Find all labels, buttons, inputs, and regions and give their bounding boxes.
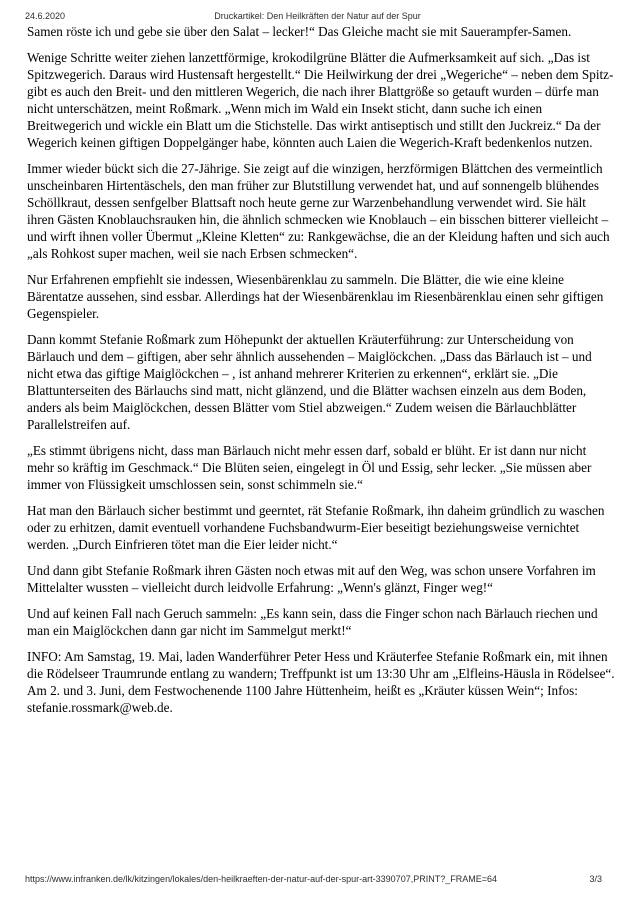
print-footer (25, 874, 602, 884)
print-header (25, 11, 610, 23)
article-paragraph: Samen röste ich und gebe sie über den Salat – lecker!“ Das Gleiche macht sie mit Sauerampfer-Samen. (27, 24, 572, 39)
article-paragraph: Dann kommt Stefanie Roßmark zum Höhepunkt der aktuellen Kräuterführung: zur Unterscheidung von Bärlauch und dem – giftigen, aber sehr ähnlich aussehenden – Maiglöckchen. „Dass das Bärlauch ist – und nicht etwa das giftige Maiglöckchen – , ist anhand mehrerer Kriterien zu erkennen“, erklärt sie. „Die Blattunterseiten des Bärlauchs sind matt, nicht glänzend, und die Blätter wachsen einzeln aus dem Boden, anders als beim Maiglöckchen, dessen Blätter vom Stiel abzweigen.“ Zudem weisen die Bärlauchblätter Parallelstreifen auf. (27, 332, 592, 432)
document-title: Druckartikel: Den Heilkräften der Natur auf der Spur (214, 11, 421, 21)
source-url: https://www.infranken.de/lk/kitzingen/lokales/den-heilkraeften-der-natur-auf-der-spur-art-3390707,PRINT?_FRAME=64 (25, 874, 497, 884)
article-paragraph: Und auf keinen Fall nach Geruch sammeln: „Es kann sein, dass die Finger schon nach Bärlauch riechen und man ein Maiglöckchen dann gar nicht im Sammelgut merkt!“ (27, 606, 598, 638)
article-paragraph: Hat man den Bärlauch sicher bestimmt und geerntet, rät Stefanie Roßmark, ihn daheim gründlich zu waschen oder zu erhitzen, damit eventuell vorhandene Fuchsbandwurm-Eier beseitigt beziehungsweise vernichtet werden. „Durch Einfrieren tötet man die Eier leider nicht.“ (27, 503, 605, 552)
article-body (27, 23, 615, 725)
article-paragraph: Und dann gibt Stefanie Roßmark ihren Gästen noch etwas mit auf den Weg, was schon unsere Vorfahren im Mittelalter wussten – vielleicht durch leidvolle Erfahrung: „Wenn's glänzt, Finger weg!“ (27, 563, 596, 595)
print-date: 24.6.2020 (25, 11, 66, 21)
article-paragraph: Nur Erfahrenen empfiehlt sie indessen, Wiesenbärenklau zu sammeln. Die Blätter, die wie eine kleine Bärentatze aussehen, sind essbar. Allerdings hat der Wiesenbärenklau im Riesenbärenklau einen sehr giftigen Gegenspieler. (27, 272, 604, 321)
article-paragraph-info: INFO: Am Samstag, 19. Mai, laden Wanderführer Peter Hess und Kräuterfee Stefanie Roßmark ein, mit ihnen die Rödelseer Traumrunde entlang zu wandern; Treffpunkt ist um 13:30 Uhr am „Elfleins-Häusla in Rödelsee“. Am 2. und 3. Juni, dem Festwochenende 1100 Jahre Hüttenheim, heißt es „Kräuter küssen Wein“; Infos: stefanie.rossmark@web.de. (27, 649, 615, 715)
page-number: 3/3 (589, 874, 602, 884)
article-paragraph: Immer wieder bückt sich die 27-Jährige. Sie zeigt auf die winzigen, herzförmigen Blättchen des vermeintlich unscheinbaren Hirtentäschels, den man früher zur Blutstillung verwendet hat, und auf sonnengelb blühendes Schöllkraut, dessen senfgelber Blattsaft noch heute gerne zur Warzenbehandlung verwendet wird. Sie hält ihren Gästen Knoblauchsrauken hin, die ähnlich schmecken wie Knoblauch – ein bisschen bitterer vielleicht – und wirft ihnen voller Übermut „Kleine Kletten“ zu: Rankgewächse, die an der Kleidung haften und sich auch „als Rohkost super machen, weil sie nach Erbsen schmecken“. (27, 161, 610, 261)
article-paragraph: Wenige Schritte weiter ziehen lanzettförmige, krokodilgrüne Blätter die Aufmerksamkeit auf sich. „Das ist Spitzwegerich. Daraus wird Hustensaft hergestellt.“ Die Heilwirkung der drei „Wegeriche“ – neben dem Spitz- gibt es auch den Breit- und den mittleren Wegerich, die nach ihrer Blattgröße so getauft wurden – dürfe man nicht unterschätzen, meint Roßmark. „Wenn mich im Wald ein Insekt sticht, dann suche ich einen Breitwegerich und wickle ein Blatt um die Stichstelle. Das wirkt antiseptisch und stillt den Juckreiz.“ Da der Wegerich keinen giftigen Doppelgänger habe, könnten auch Laien die Wegerich-Kraft bedenkenlos nutzen. (27, 50, 614, 150)
article-paragraph: „Es stimmt übrigens nicht, dass man Bärlauch nicht mehr essen darf, sobald er blüht. Er ist dann nur nicht mehr so kräftig im Geschmack.“ Die Blüten seien, eingelegt in Öl und Essig, sehr lecker. „Sie müssen aber immer von Flüssigkeit umschlossen sein, sonst schimmeln sie.“ (27, 443, 592, 492)
